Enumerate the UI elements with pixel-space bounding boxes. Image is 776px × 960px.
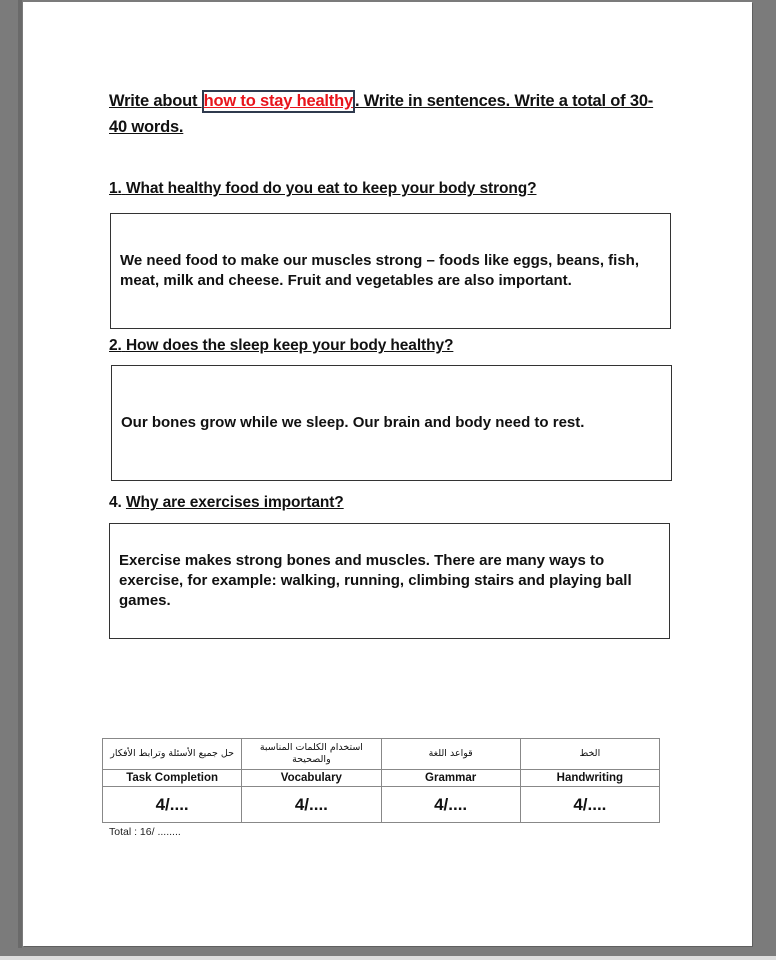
question-2-text: How does the sleep keep your body healthy?: [125, 337, 454, 354]
question-4-number: 4.: [109, 494, 122, 511]
page-shadow: [18, 0, 22, 948]
rubric-header-grammar: Grammar: [381, 770, 520, 787]
rubric-arabic-header-row: [103, 739, 660, 770]
question-2: [109, 337, 453, 355]
score-vocabulary[interactable]: 4/....: [242, 787, 381, 823]
rubric-table: [102, 738, 660, 823]
rubric-arabic-grammar: قواعد اللغة: [381, 739, 520, 770]
score-task-completion[interactable]: 4/....: [103, 787, 242, 823]
question-2-number: 2.: [109, 337, 122, 354]
score-grammar[interactable]: 4/....: [381, 787, 520, 823]
question-4-text: Why are exercises important?: [125, 494, 344, 511]
question-4: [109, 494, 344, 512]
instruction-before: Write about: [109, 92, 202, 110]
question-1-text: What healthy food do you eat to keep your body strong?: [125, 180, 537, 197]
rubric-arabic-vocabulary: استخدام الكلمات المناسبة والصحيحة: [242, 739, 381, 770]
rubric-arabic-task-completion: حل جميع الأسئلة وترابط الأفكار: [103, 739, 242, 770]
rubric-header-handwriting: Handwriting: [520, 770, 659, 787]
rubric-arabic-handwriting: الخط: [520, 739, 659, 770]
instruction-topic-highlight: how to stay healthy: [202, 90, 355, 113]
answer-2-text: Our bones grow while we sleep. Our brain and body need to rest.: [121, 414, 585, 431]
document-page: [23, 2, 752, 946]
answer-box-2[interactable]: [111, 365, 672, 481]
rubric-score-row: [103, 787, 660, 823]
rubric-header-vocabulary: Vocabulary: [242, 770, 381, 787]
writing-instruction: [109, 88, 669, 140]
rubric-english-header-row: [103, 770, 660, 787]
answer-1-text: We need food to make our muscles strong – foods like eggs, beans, fish, meat, milk and cheese. Fruit and vegetables are also important.: [120, 252, 640, 289]
rubric-header-task-completion: Task Completion: [103, 770, 242, 787]
question-1-number: 1.: [109, 180, 122, 197]
viewer-bottom-strip: [0, 956, 776, 960]
score-handwriting[interactable]: 4/....: [520, 787, 659, 823]
answer-4-text: Exercise makes strong bones and muscles. There are many ways to exercise, for example: walking, running, climbing stairs and playing ball games.: [119, 552, 632, 609]
instruction-after: . Write in sentences. Write a total of 30-40 words.: [109, 92, 654, 136]
answer-box-4[interactable]: [109, 523, 670, 639]
total-score: Total : 16/ ........: [109, 826, 181, 838]
answer-box-1[interactable]: [110, 213, 671, 329]
question-1: [109, 180, 536, 198]
